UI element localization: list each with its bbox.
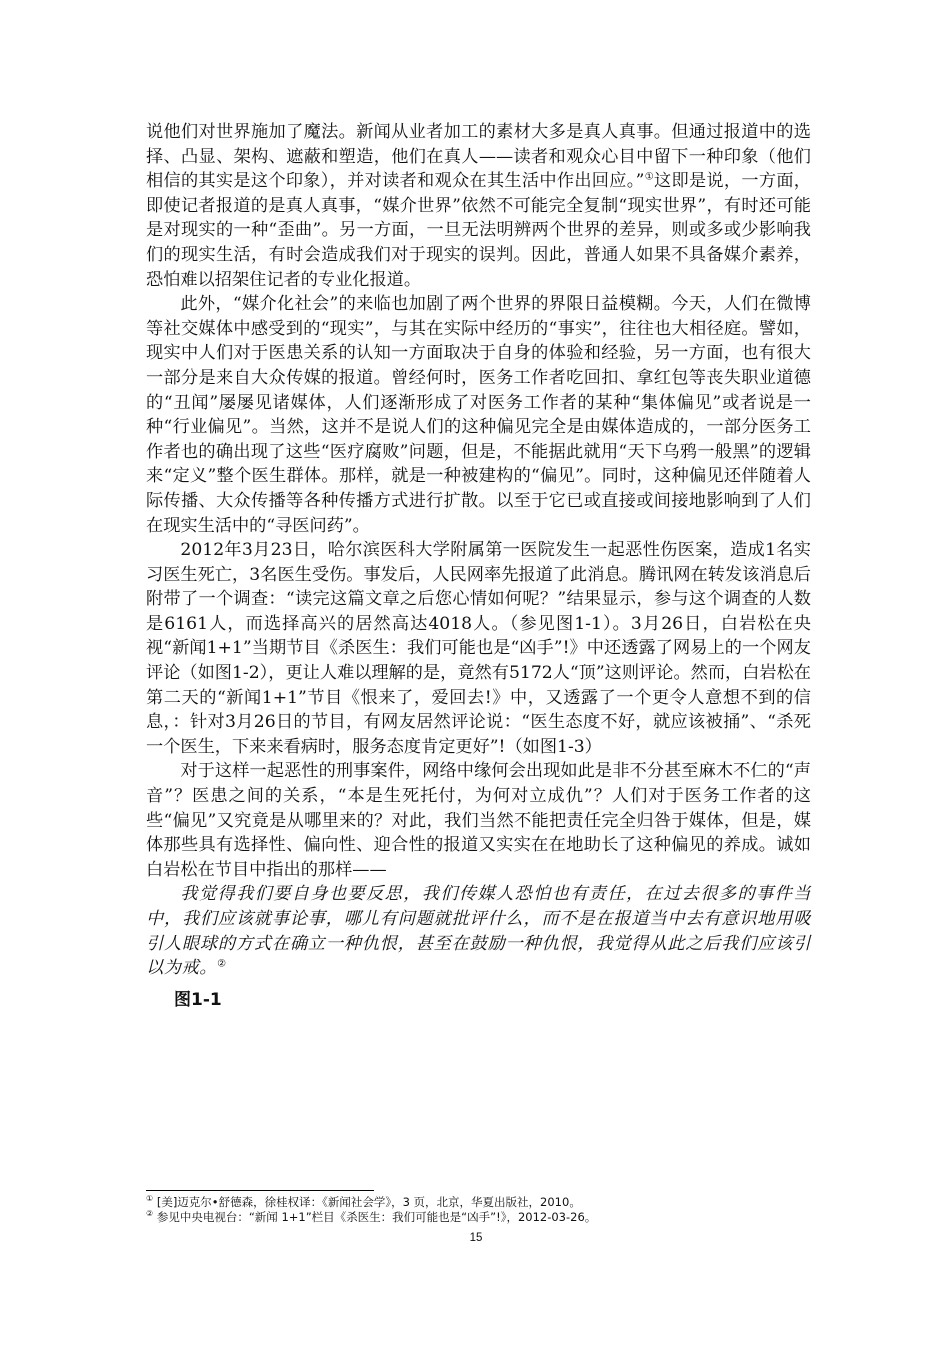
- footnote-ref-1[interactable]: ①: [644, 171, 654, 183]
- paragraph-reflection: 对于这样一起恶性的刑事案件，网络中缘何会出现如此是非不分甚至麻木不仁的“声音”？医患之间的关系，“本是生死托付，为何对立成仇”？人们对于医务工作者的这些“偏见”又究竟是从哪里来的？对此，我们当然不能把责任完全归咎于媒体，但是，媒体那些具有选择性、偏向性、迎合性的报道又实实在在地助长了这种偏见的养成。诚如白岩松在节目中指出的那样——: [146, 761, 811, 880]
- paragraph-harbin-case: 2012年3月23日，哈尔滨医科大学附属第一医院发生一起恶性伤医案，造成1名实习医生死亡，3名医生受伤。事发后，人民网率先报道了此消息。腾讯网在转发该消息后附带了一个调查：“读完这篇文章之后您心情如何呢？”结果显示，参与这个调查的人数是6161人，而选择高兴的居然高达4018人。（参见图1-1）。3月26日，白岩松在央视“新闻1+1”当期节目《杀医生：我们可能也是“凶手”!》中还透露了网易上的一个网友评论（如图1-2），更让人难以理解的是，竟然有5172人“顶”这则评论。然而，白岩松在第二天的“新闻1+1”节目《恨来了，爱回去!》中，又透露了一个更令人意想不到的信息，：针对3月26日的节目，有网友居然评论说：“医生态度不好，就应该被捅”、“杀死一个医生，下来来看病时，服务态度肯定更好”!（如图1-3）: [146, 540, 811, 757]
- quote-text: 我觉得我们要自身也要反思，我们传媒人恐怕也有责任，在过去很多的事件当中，我们应该就事论事，哪儿有问题就批评什么，而不是在报道当中去有意识地用吸引人眼球的方式在确立一种仇恨，甚至在鼓励一种仇恨，我觉得从此之后我们应该引以为戒。: [146, 884, 811, 979]
- footnote-2: [146, 1210, 811, 1225]
- footnote-ref-2[interactable]: ②: [217, 958, 227, 970]
- footnote-divider: [146, 1190, 374, 1191]
- paragraph-text: 说他们对世界施加了魔法。新闻从业者加工的素材大多是真人真事。但通过报道中的选择、凸显、架构、遮蔽和塑造，他们在真人——读者和观众心目中留下一种印象（他们相信的其实是这个印象），并对读者和观众在其生活中作出回应。”: [146, 122, 811, 192]
- footnote-1: [146, 1195, 811, 1210]
- page-number: 15: [469, 1232, 483, 1244]
- footnotes: [146, 1190, 811, 1225]
- figure-label: 图1-1: [174, 989, 222, 1010]
- paragraph-continued: [146, 120, 811, 292]
- footnote-text: [美]迈克尔•舒德森，徐桂权译：《新闻社会学》，3 页，北京，华夏出版社，2010。: [156, 1195, 581, 1209]
- paragraph-media-society: 此外，“媒介化社会”的来临也加剧了两个世界的界限日益模糊。今天，人们在微博等社交媒体中感受到的“现实”，与其在实际中经历的“事实”，往往也大相径庭。譬如，现实中人们对于医患关系的认知一方面取决于自身的体验和经验，另一方面，也有很大一部分是来自大众传媒的报道。曾经何时，医务工作者吃回扣、拿红包等丧失职业道德的“丑闻”屡屡见诸媒体，人们逐渐形成了对医务工作者的某种“集体偏见”或者说是一种“行业偏见”。当然，这并不是说人们的这种偏见完全是由媒体造成的，一部分医务工作者也的确出现了这些“医疗腐败”问题，但是，不能据此就用“天下乌鸦一般黑”的逻辑来“定义”整个医生群体。那样，就是一种被建构的“偏见”。同时，这种偏见还伴随着人际传播、大众传播等各种传播方式进行扩散。以至于它已或直接或间接地影响到了人们在现实生活中的“寻医问药”。: [146, 294, 811, 536]
- footnote-mark: ①: [146, 1194, 154, 1204]
- footnote-mark: ②: [146, 1209, 154, 1219]
- paragraph-text: 这即是说，一方面，即使记者报道的是真人真事，“媒介世界”依然不可能完全复制“现实世界”，有时还可能是对现实的一种“歪曲”。另一方面，一旦无法明辨两个世界的差异，则或多或少影响我们的现实生活，有时会造成我们对于现实的误判。因此，普通人如果不具备媒介素养，恐怕难以招架住记者的专业化报道。: [146, 171, 811, 290]
- block-quote: [146, 882, 811, 980]
- main-text: [146, 120, 811, 1010]
- footnote-text: 参见中央电视台：“新闻 1+1”栏目《杀医生：我们可能也是“凶手”!》，2012-03-26。: [156, 1210, 597, 1224]
